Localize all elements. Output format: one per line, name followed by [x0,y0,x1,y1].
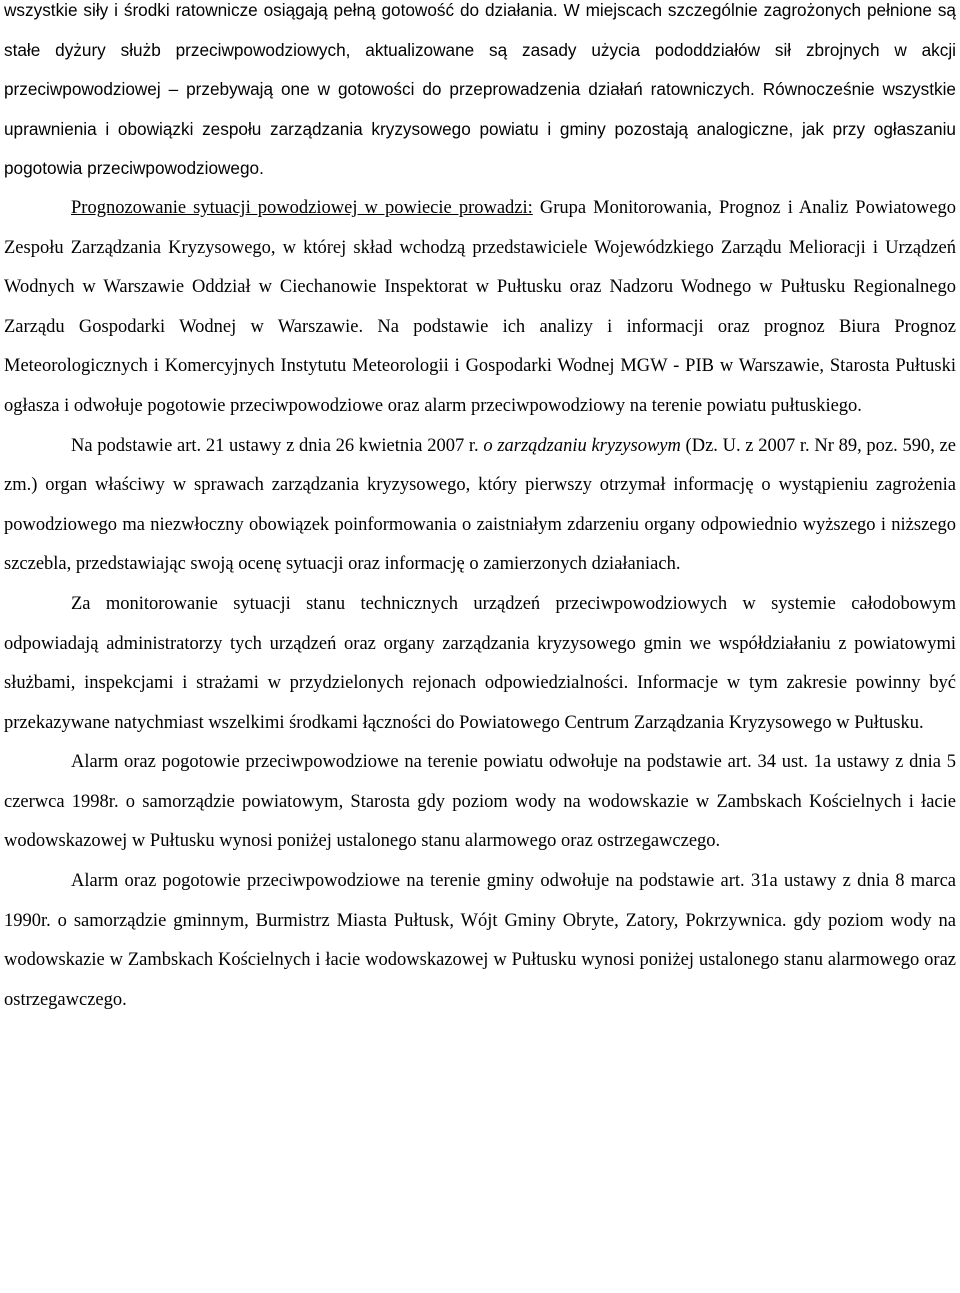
crisis-law-text: (Dz. U. z 2007 r. Nr 89, poz. 590, ze zm.) organ właściwy w sprawach zarządzania kryzysowego, który pierwszy otrzymał informację o wystąpieniu zagrożenia powodziowego ma niezwłoczny obowiązek poinformowania o zaistniałym zdarzeniu organy odpowiednio wyższego i niższego szczebla, przedstawiając swoją ocenę sytuacji oraz informację o zamierzonych działaniach. [4,435,956,575]
crisis-law-title: o zarządzaniu kryzysowym [483,435,681,456]
paragraph-alarm-readiness: wszystkie siły i środki ratownicze osiągają pełną gotowość do działania. W miejscach szczególnie zagrożonych pełnione są stałe dyżury służb przeciwpowodziowych, aktualizowane są zasady użycia pododdziałów sił zbrojnych w akcji przeciwpowodziowej – przebywają one w gotowości do przeprowadzenia działań ratowniczych. Równocześnie wszystkie uprawnienia i obowiązki zespołu zarządzania kryzysowego powiatu i gminy pozostają analogiczne, jak przy ogłaszaniu pogotowia przeciwpowodziowego. [4,0,956,179]
paragraph-monitoring: Za monitorowanie sytuacji stanu technicznych urządzeń przeciwpowodziowych w systemie całodobowym odpowiadają administratorzy tych urządzeń oraz organy zarządzania kryzysowego gmin we współdziałaniu z powiatowymi służbami, inspekcjami i strażami w przydzielonych rejonach odpowiedzialności. Informacje w tym zakresie powinny być przekazywane natychmiast wszelkimi środkami łączności do Powiatowego Centrum Zarządzania Kryzysowego w Pułtusku. [4,593,956,733]
document-page [4,0,956,1020]
paragraph-county-alarm: Alarm oraz pogotowie przeciwpowodziowe na terenie powiatu odwołuje na podstawie art. 34 ust. 1a ustawy z dnia 5 czerwca 1998r. o samorządzie powiatowym, Starosta gdy poziom wody na wodowskazie w Zambskach Kościelnych i łacie wodowskazowej w Pułtusku wynosi poniżej ustalonego stanu alarmowego oraz ostrzegawczego. [4,752,956,852]
paragraph-forecasting [4,189,956,427]
crisis-law-start: Na podstawie art. 21 ustawy z dnia 26 kwietnia 2007 r. [71,435,484,456]
paragraph-crisis-law [4,427,956,585]
forecasting-text: Grupa Monitorowania, Prognoz i Analiz Powiatowego Zespołu Zarządzania Kryzysowego, w której skład wchodzą przedstawiciele Wojewódzkiego Zarządu Melioracji i Urządzeń Wodnych w Warszawie Oddział w Ciechanowie Inspektorat w Pułtusku oraz Nadzoru Wodnego w Pułtusku Regionalnego Zarządu Gospodarki Wodnej w Warszawie. Na podstawie ich analizy i informacji oraz prognoz Biura Prognoz Meteorologicznych i Komercyjnych Instytutu Meteorologii i Gospodarki Wodnej MGW - PIB w Warszawie, Starosta Pułtuski ogłasza i odwołuje pogotowie przeciwpowodziowe oraz alarm przeciwpowodziowy na terenie powiatu pułtuskiego. [4,197,956,416]
paragraph-commune-alarm: Alarm oraz pogotowie przeciwpowodziowe na terenie gminy odwołuje na podstawie art. 31a ustawy z dnia 8 marca 1990r. o samorządzie gminnym, Burmistrz Miasta Pułtusk, Wójt Gminy Obryte, Zatory, Pokrzywnica. gdy poziom wody na wodowskazie w Zambskach Kościelnych i łacie wodowskazowej w Pułtusku wynosi poniżej ustalonego stanu alarmowego oraz ostrzegawczego. [4,871,956,1010]
forecasting-heading: Prognozowanie sytuacji powodziowej w powiecie prowadzi: [71,197,533,218]
